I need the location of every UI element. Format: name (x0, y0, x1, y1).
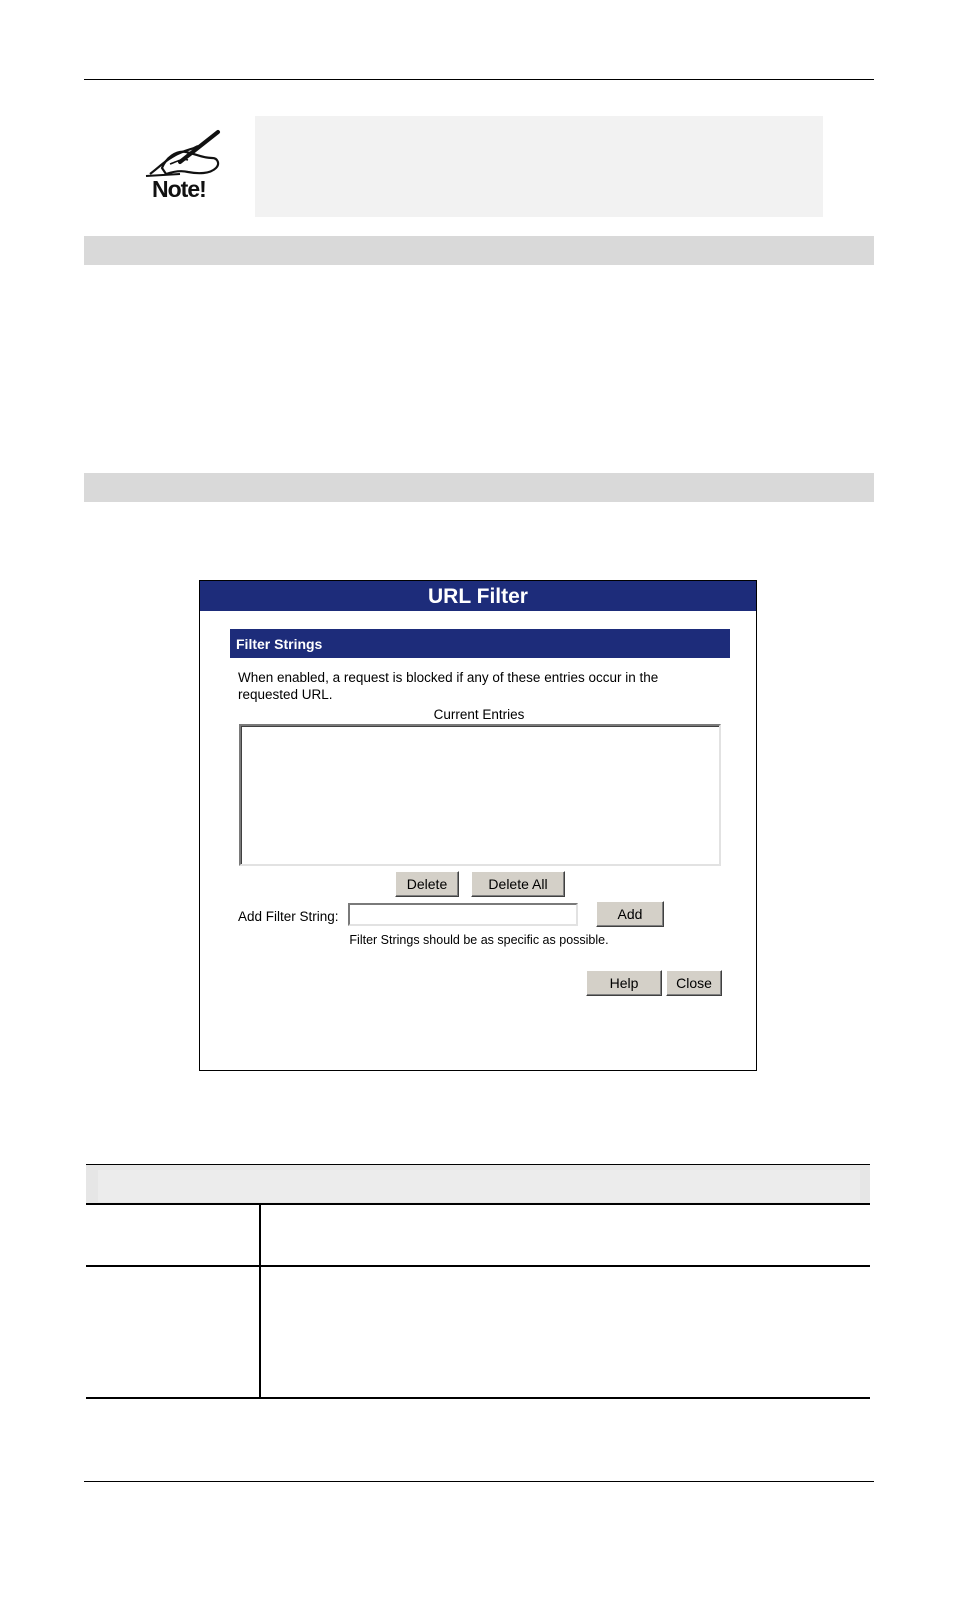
current-entries-label: Current Entries (433, 707, 525, 722)
filter-description: When enabled, a request is blocked if any of these entries occur in the requested URL. (238, 670, 659, 702)
url-filter-window (199, 580, 757, 1071)
page-top-rule (84, 79, 874, 80)
page-bottom-rule (84, 1481, 874, 1482)
window-title: URL Filter (200, 581, 756, 611)
delete-all-button[interactable]: Delete All (471, 871, 565, 897)
filter-strings-header: Filter Strings (230, 629, 730, 658)
add-filter-string-label: Add Filter String: (238, 909, 339, 924)
note-label: Note! (152, 176, 206, 202)
section-heading-bar-2 (84, 473, 874, 502)
note-box (255, 116, 823, 217)
add-filter-string-input[interactable] (348, 903, 578, 926)
table-rule (86, 1397, 870, 1399)
add-button[interactable]: Add (596, 901, 664, 927)
filter-hint: Filter Strings should be as specific as possible. (349, 933, 609, 947)
section-heading-bar (84, 236, 874, 265)
table-rule (86, 1265, 870, 1267)
delete-button[interactable]: Delete (395, 871, 459, 897)
close-button[interactable]: Close (666, 970, 722, 996)
table-header-cell (98, 1170, 860, 1202)
table-column-divider (259, 1204, 261, 1399)
table-rule (86, 1203, 870, 1205)
help-button[interactable]: Help (586, 970, 662, 996)
current-entries-list[interactable] (239, 724, 721, 866)
